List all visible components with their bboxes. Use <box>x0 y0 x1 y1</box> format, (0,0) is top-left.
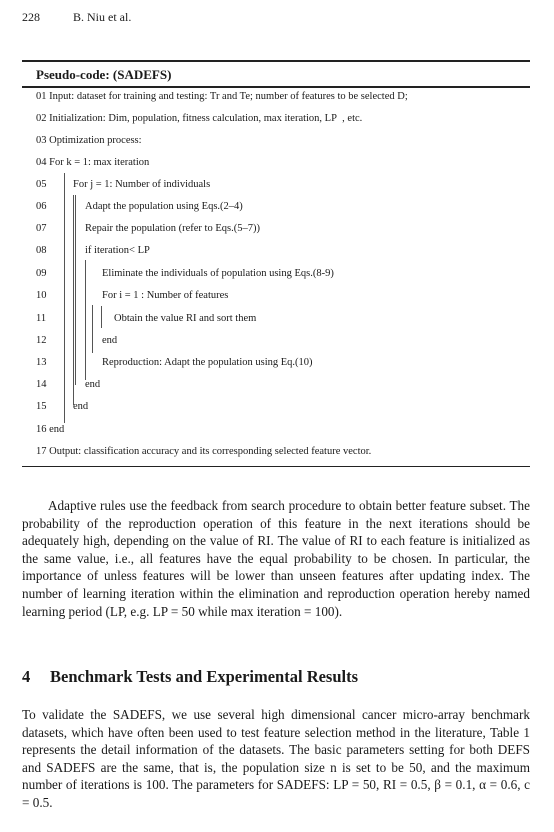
pseudocode-line: 04 For k = 1: max iteration <box>36 157 150 168</box>
line-number: 15 <box>36 401 47 412</box>
block-bar-obtain <box>101 306 102 328</box>
paragraph-benchmark: To validate the SADEFS, we use several high dimensional cancer micro-array benchmark datasets, which have often been used to test feature selection method in the literature, Table 1 represents the detail information of the datasets. The basic parameters setting for both DEFS and SADEFS are the same, that is, the population size n is set to be 50, and the maximum number of iterations is 100. The parameters for SADEFS: LP = 50, RI = 0.5, β = 0.1, α = 0.6, c = 0.5. <box>22 707 530 810</box>
line-number: 12 <box>36 335 47 346</box>
pseudocode-line: end <box>73 401 89 412</box>
pseudocode-line: 02 Initialization: Dim, population, fitness calculation, max iteration, LP , etc. <box>36 113 363 124</box>
pseudocode-title: Pseudo-code: (SADEFS) <box>36 67 172 82</box>
line-number: 11 <box>36 313 47 324</box>
section-heading <box>22 667 358 687</box>
line-number: 07 <box>36 223 47 234</box>
pseudocode-line: if iteration< LP <box>85 245 150 256</box>
line-number: 06 <box>36 201 47 212</box>
line-number: 08 <box>36 245 47 256</box>
section-title: Benchmark Tests and Experimental Results <box>50 667 359 686</box>
pseudocode-line: 01 Input: dataset for training and testing: Tr and Te; number of features to be selected D; <box>36 91 408 102</box>
block-bar-for-j <box>73 195 74 405</box>
pseudocode-line: 03 Optimization process: <box>36 135 142 146</box>
pseudocode-line: Obtain the value RI and sort them <box>114 313 257 324</box>
line-number: 05 <box>36 179 47 190</box>
line-number: 13 <box>36 357 47 368</box>
pseudocode-line: end <box>102 335 118 346</box>
pseudocode-line: Repair the population (refer to Eqs.(5–7)) <box>85 223 260 234</box>
pseudocode-line: end <box>85 379 101 390</box>
block-bar-for-i <box>92 305 93 353</box>
block-bar-for-k <box>64 173 65 423</box>
pseudocode-line: For i = 1 : Number of features <box>102 290 229 301</box>
running-header <box>22 10 131 25</box>
block-bar-if <box>85 260 86 380</box>
title-rule <box>22 86 530 88</box>
line-number: 10 <box>36 290 47 301</box>
pseudocode-line: Eliminate the individuals of population using Eqs.(8-9) <box>102 268 334 279</box>
pseudocode-box <box>22 60 530 470</box>
top-rule <box>22 60 530 62</box>
pseudocode-line: 17 Output: classification accuracy and its corresponding selected feature vector. <box>36 446 372 457</box>
pseudocode-line: Reproduction: Adapt the population using Eq.(10) <box>102 357 313 368</box>
pseudocode-line: 16 end <box>36 424 65 435</box>
line-number: 09 <box>36 268 47 279</box>
pseudocode-line: For j = 1: Number of individuals <box>73 179 211 190</box>
pseudocode-line: Adapt the population using Eqs.(2–4) <box>85 201 243 212</box>
block-bar-for-j-inner <box>75 195 76 385</box>
page-number: 228 <box>22 10 40 24</box>
paragraph-adaptive-rules: Adaptive rules use the feedback from search procedure to obtain better feature subset. The probability of the reproduction operation of this feature in the next iterations should be adequately high, depending on the value of RI. The value of RI to each feature is initialized as the same value, i.e., all features have the equal probability to be chosen. In particular, the importance of unless features will be lower than unseen features after updating index. The number of learning iteration within the elimination and reproduction operation hereby named learning period (LP, e.g. LP = 50 while max iteration = 100). <box>22 498 530 619</box>
line-number: 14 <box>36 379 47 390</box>
running-authors: B. Niu et al. <box>73 10 132 24</box>
section-number: 4 <box>22 667 31 686</box>
bottom-rule <box>22 466 530 467</box>
